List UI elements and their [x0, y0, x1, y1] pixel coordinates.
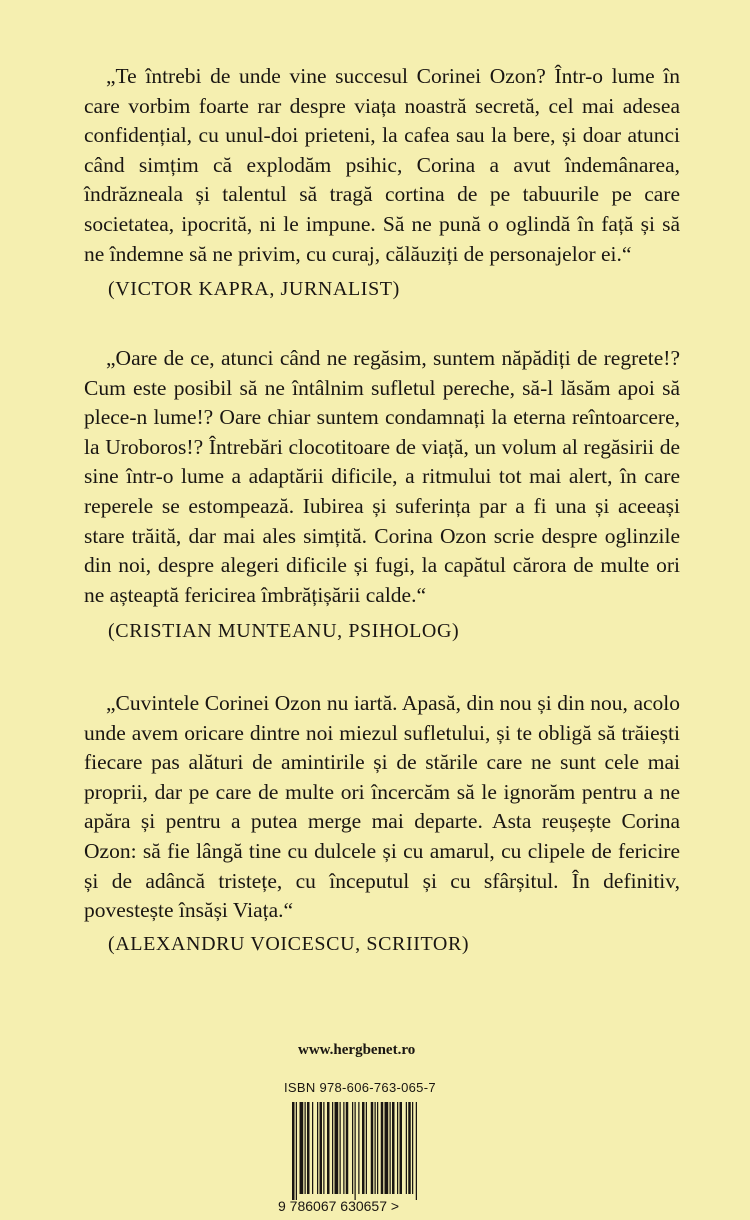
quote-3-text: „Cuvintele Corinei Ozon nu iartă. Apasă, din nou și din nou, acolo unde avem oricare dintre noi miezul sufletului, și te obligă să trăiești fiecare pas alături de amintirile și de stările care ne sunt cele mai proprii, dar pe care de multe ori încercăm să le ignorăm pentru a ne apăra și pentru a putea merge mai departe. Asta reușește Corina Ozon: să fie lângă tine cu dulcele și cu amarul, cu clipele de fericire și de adâncă tristețe, cu începutul și cu sfârșitul. În definitiv, povestește însăși Viața.“ — [84, 691, 680, 923]
quote-3-attribution: (ALEXANDRU VOICESCU, SCRIITOR) — [108, 933, 470, 955]
quote-1-text: „Te întrebi de unde vine succesul Corinei Ozon? Într-o lume în care vorbim foarte rar despre viața noastră secretă, cel mai adesea confidențial, cu unul-doi prieteni, la cafea sau la bere, și doar atunci când simțim că explodăm psihic, Corina a avut îndemânarea, îndrăzneala și talentul să tragă cortina de pe tabuurile pe care societatea, ipocrită, ni le impune. Să ne pună o oglindă în față și să ne îndemne să ne privim, cu curaj, călăuziți de personajelor ei.“ — [84, 64, 680, 266]
barcode-number: 9 786067 630657 > — [278, 1198, 400, 1214]
publisher-website: www.hergbenet.ro — [298, 1042, 416, 1058]
quote-2-attribution: (CRISTIAN MUNTEANU, PSIHOLOG) — [108, 620, 460, 642]
barcode — [278, 1098, 456, 1200]
quote-1-attribution: (VICTOR KAPRA, JURNALIST) — [108, 278, 400, 300]
barcode-bars — [278, 1098, 456, 1200]
quote-2-text: „Oare de ce, atunci când ne regăsim, suntem năpădiți de regrete!? Cum este posibil să ne întâlnim sufletul pereche, să-l lăsăm apoi să plece-n lume!? Oare chiar suntem condamnați la eterna reîntoarcere, la Uroboros!? Întrebări clocotitoare de viață, un volum al regăsirii de sine într-o lume a adaptării dificile, a ritmului tot mai alert, în care reperele se estompează. Iubirea și suferința par a fi una și aceeași stare trăită, dar mai ales simțită. Corina Ozon scrie despre oglinzile din noi, despre alegeri dificile și fugi, la capătul cărora de multe ori ne așteaptă fericirea îmbrățișării calde.“ — [84, 346, 680, 607]
isbn-label: ISBN 978-606-763-065-7 — [284, 1080, 436, 1095]
